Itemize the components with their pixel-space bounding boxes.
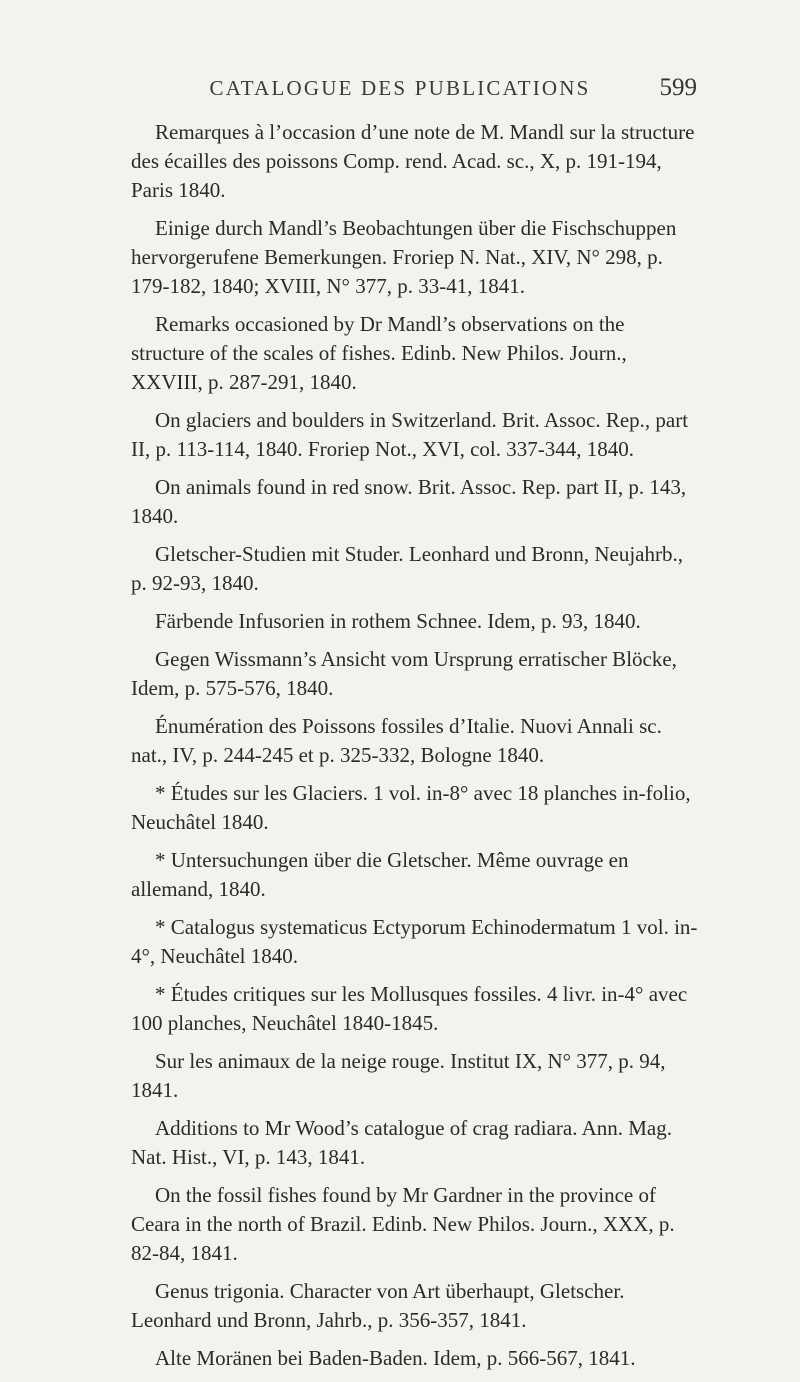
publication-entry: Gletscher-Studien mit Studer. Leonhard und Bronn, Neujahrb., p. 92-93, 1840. [131, 542, 683, 595]
publication-entry: On the fossil fishes found by Mr Gardner in the province of Ceara in the north of Brazil. Edinb. New Philos. Journ., XXX, p. 82-84, 1841. [131, 1183, 675, 1265]
publication-entry: Einige durch Mandl’s Beobachtungen über die Fischschuppen hervorgerufene Bemerkungen. Froriep N. Nat., XIV, N° 298, p. 179-182, 1840; XVIII, N° 377, p. 33-41, 1841. [131, 216, 677, 298]
publication-entry: * Untersuchungen über die Gletscher. Même ouvrage en allemand, 1840. [131, 848, 629, 901]
publication-entry: On animals found in red snow. Brit. Assoc. Rep. part II, p. 143, 1840. [131, 475, 687, 528]
running-title: CATALOGUE DES PUBLICATIONS [209, 76, 591, 100]
publication-entry: Genus trigonia. Character von Art überhaupt, Gletscher. Leonhard und Bronn, Jahrb., p. 356-357, 1841. [131, 1279, 625, 1332]
publication-entry: * Études sur les Glaciers. 1 vol. in-8° avec 18 planches in-folio, Neuchâtel 1840. [131, 781, 691, 834]
publication-list [131, 118, 699, 1382]
publication-entry: Énumération des Poissons fossiles d’Italie. Nuovi Annali sc. nat., IV, p. 244-245 et p. 325-332, Bologne 1840. [131, 714, 662, 767]
publication-entry: Gegen Wissmann’s Ansicht vom Ursprung erratischer Blöcke, Idem, p. 575-576, 1840. [131, 647, 677, 700]
page-number: 599 [659, 74, 697, 101]
publication-entry: Additions to Mr Wood’s catalogue of crag radiara. Ann. Mag. Nat. Hist., VI, p. 143, 1841. [131, 1116, 672, 1169]
publication-entry: Remarques à l’occasion d’une note de M. Mandl sur la structure des écailles des poissons Comp. rend. Acad. sc., X, p. 191-194, Paris 1840. [131, 120, 695, 202]
page-header [0, 76, 800, 106]
publication-entry: Remarks occasioned by Dr Mandl’s observations on the structure of the scales of fishes. Edinb. New Philos. Journ., XXVIII, p. 287-291, 1840. [131, 312, 627, 394]
publication-entry: * Catalogus systematicus Ectyporum Echinodermatum 1 vol. in-4°, Neuchâtel 1840. [131, 915, 698, 968]
publication-entry: * Études critiques sur les Mollusques fossiles. 4 livr. in-4° avec 100 planches, Neuchâtel 1840-1845. [131, 982, 688, 1035]
publication-entry: Färbende Infusorien in rothem Schnee. Idem, p. 93, 1840. [155, 609, 641, 633]
publication-entry: On glaciers and boulders in Switzerland. Brit. Assoc. Rep., part II, p. 113-114, 1840. Froriep Not., XVI, col. 337-344, 1840. [131, 408, 689, 461]
publication-entry: Alte Moränen bei Baden-Baden. Idem, p. 566-567, 1841. [155, 1346, 636, 1370]
publication-entry: Sur les animaux de la neige rouge. Institut IX, N° 377, p. 94, 1841. [131, 1049, 666, 1102]
